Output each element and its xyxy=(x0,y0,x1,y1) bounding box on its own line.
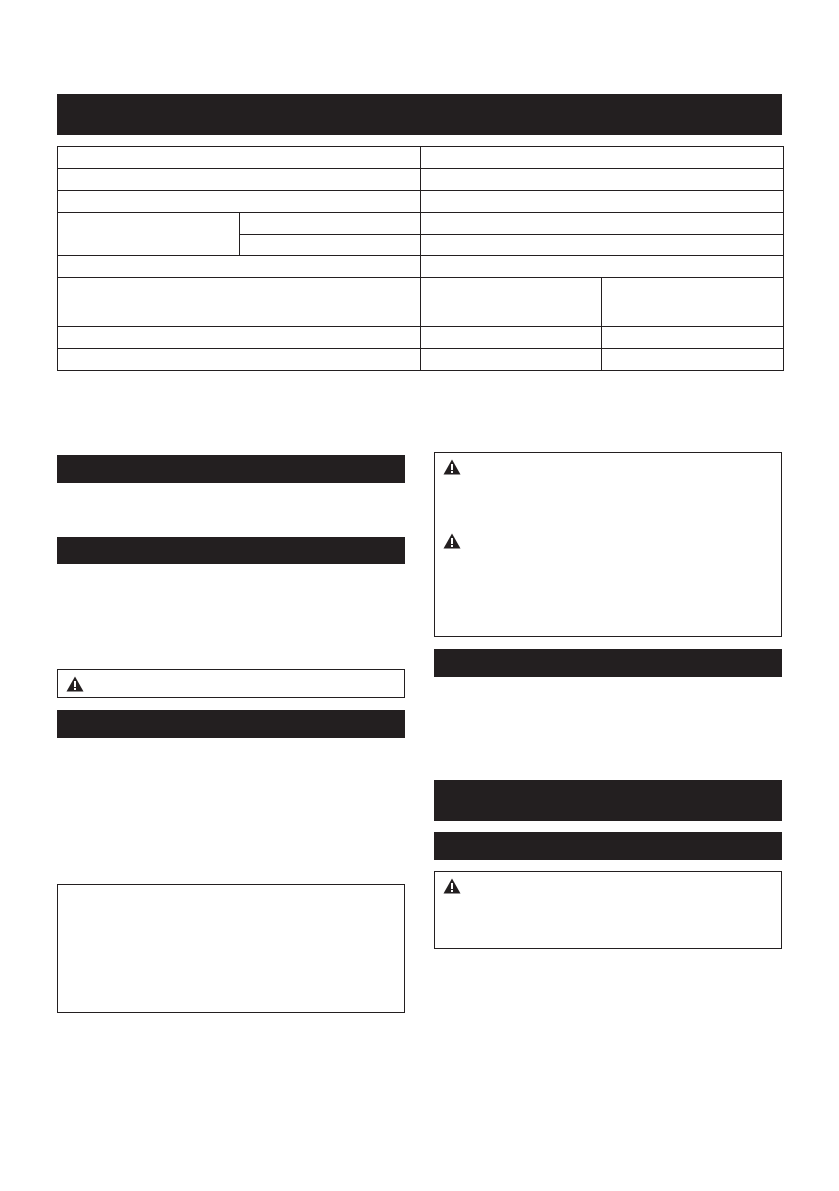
spec-label-3 xyxy=(58,191,421,213)
spec-value-1 xyxy=(421,147,784,169)
spec-value-7b xyxy=(602,278,784,327)
section-1-heading-bar xyxy=(57,455,405,483)
major-heading-bar xyxy=(434,780,782,821)
specifications-table xyxy=(57,146,784,371)
spec-value-4b xyxy=(421,235,784,256)
spec-label-1 xyxy=(58,147,421,169)
section-4-heading-bar xyxy=(434,649,782,677)
spec-value-4a xyxy=(421,213,784,235)
spec-label-6 xyxy=(58,256,421,278)
warning-box-1 xyxy=(57,669,405,698)
spec-row-4 xyxy=(58,213,784,235)
document-title-bar xyxy=(57,94,782,135)
warning-triangle-icon xyxy=(443,878,461,894)
section-3-heading-bar xyxy=(57,710,405,738)
spec-value-8b xyxy=(602,327,784,349)
spec-value-7a xyxy=(421,278,602,327)
spec-sublabel-4a xyxy=(240,213,421,235)
spec-value-9a xyxy=(421,349,602,371)
spec-row-1 xyxy=(58,147,784,169)
spec-label-7 xyxy=(58,278,421,327)
section-5-heading-bar xyxy=(434,832,782,860)
notice-box xyxy=(57,884,405,1013)
spec-value-6 xyxy=(421,256,784,278)
spec-label-4 xyxy=(58,213,240,256)
spec-label-2 xyxy=(58,169,421,191)
spec-row-9 xyxy=(58,349,784,371)
spec-row-2 xyxy=(58,169,784,191)
spec-label-8 xyxy=(58,327,421,349)
section-3-text xyxy=(57,746,405,874)
warning-triangle-icon xyxy=(443,533,461,549)
section-4-text xyxy=(434,685,782,769)
section-2-heading-bar xyxy=(57,537,405,564)
section-2-text xyxy=(57,572,405,660)
warning-box-2 xyxy=(434,452,782,637)
spec-value-2 xyxy=(421,169,784,191)
spec-row-7 xyxy=(58,278,784,327)
spec-value-3 xyxy=(421,191,784,213)
spec-value-9b xyxy=(602,349,784,371)
spec-label-9 xyxy=(58,349,421,371)
section-1-text xyxy=(57,490,405,530)
warning-box-3 xyxy=(434,871,782,949)
warning-triangle-icon xyxy=(66,676,84,692)
spec-row-6 xyxy=(58,256,784,278)
spec-sublabel-4b xyxy=(240,235,421,256)
warning-triangle-icon xyxy=(443,459,461,475)
spec-value-8a xyxy=(421,327,602,349)
spec-row-3 xyxy=(58,191,784,213)
spec-row-8 xyxy=(58,327,784,349)
